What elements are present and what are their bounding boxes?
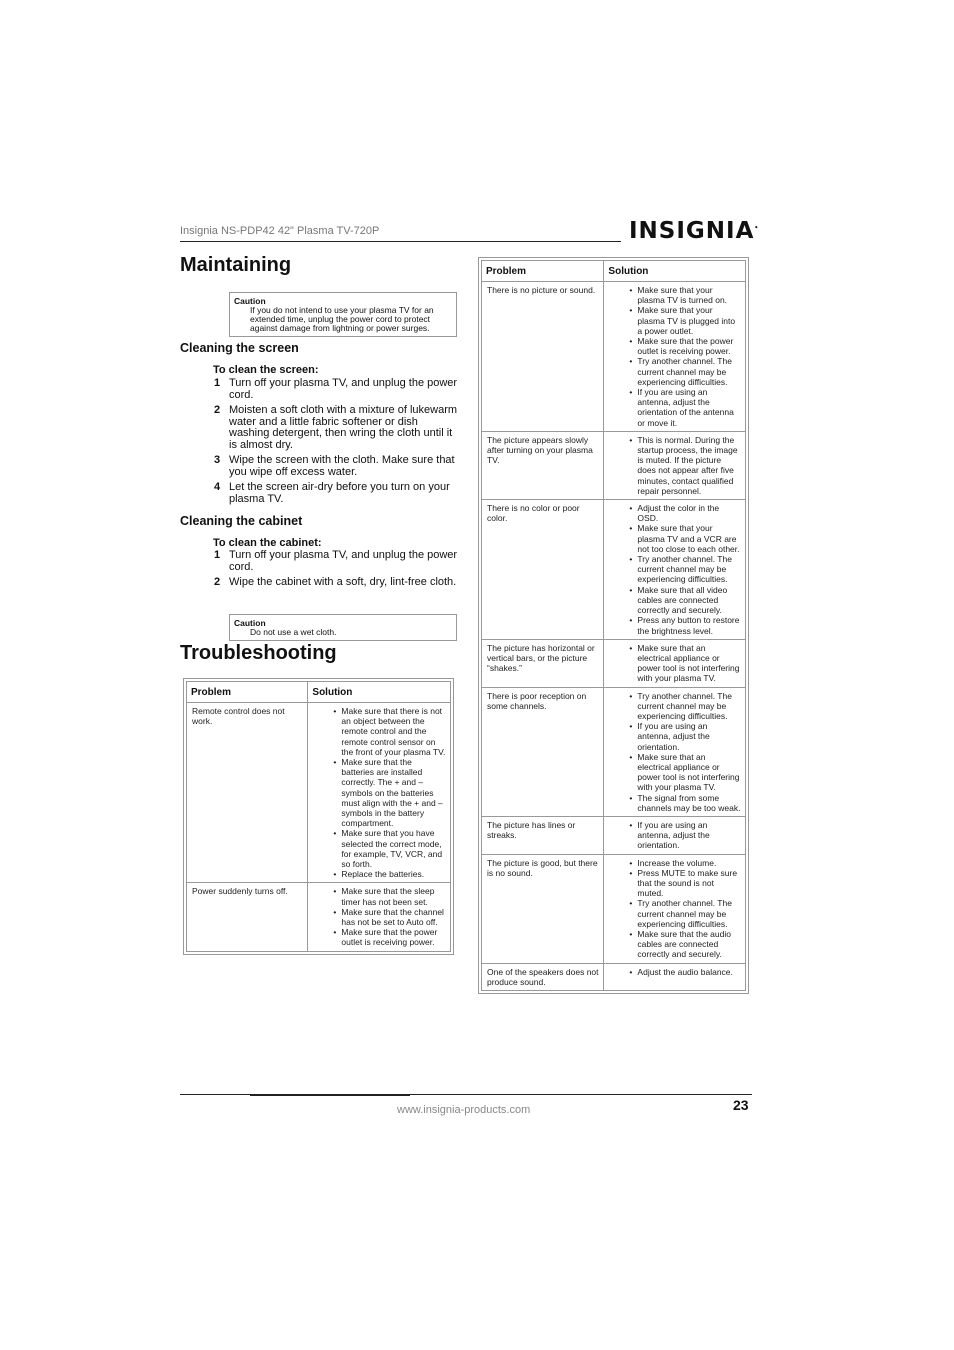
solution-item: • Make sure that an electrical appliance or power tool is not interfering with your plasma TV.: [609, 643, 741, 684]
cleaning-cabinet-heading: Cleaning the cabinet: [180, 514, 303, 528]
clean-cabinet-subheading: To clean the cabinet:: [213, 537, 322, 549]
screen-steps-list: [214, 378, 460, 509]
solution-item: • Make sure that all video cables are connected correctly and securely.: [609, 585, 741, 616]
solution-cell: [604, 500, 746, 640]
table-row: [482, 687, 746, 816]
problem-cell: The picture is good, but there is no sound.: [482, 854, 604, 963]
solution-item: • This is normal. During the startup process, the image is muted. If the picture does not appear after five minutes, contact qualified repair personnel.: [609, 435, 741, 496]
solution-item: • Make sure that the power outlet is receiving power.: [313, 927, 446, 947]
solution-cell: [604, 687, 746, 816]
step-item: [214, 378, 460, 401]
step-number: 2: [214, 576, 221, 588]
cleaning-screen-heading: Cleaning the screen: [180, 341, 299, 355]
solution-item: • Make sure that the channel has not be set to Auto off.: [313, 907, 446, 927]
footer-rule-accent: [250, 1094, 410, 1096]
solution-item: • Make sure that the audio cables are connected correctly and securely.: [609, 929, 741, 960]
solution-item: • Make sure that there is not an object between the remote control and the remote control sensor on the front of your plasma TV.: [313, 706, 446, 757]
step-text: Moisten a soft cloth with a mixture of lukewarm water and a little fabric softener or dish washing detergent, then wring the cloth until it is almost dry.: [229, 404, 458, 451]
caution-text: If you do not intend to use your plasma TV for an extended time, unplug the power cord to protect against damage from lightning or power surges.: [250, 305, 434, 333]
problem-cell: There is poor reception on some channels.: [482, 687, 604, 816]
table-row: [482, 500, 746, 640]
table-row: [482, 639, 746, 687]
caution-box-wet-cloth: [229, 614, 457, 641]
solution-cell: [604, 431, 746, 499]
caution-label: Caution: [234, 618, 266, 628]
clean-screen-subheading: To clean the screen:: [213, 364, 319, 376]
solution-list: [609, 435, 741, 496]
solution-cell: [604, 963, 746, 990]
solution-cell: [604, 639, 746, 687]
troubleshooting-table-left: [186, 681, 451, 952]
caution-text: Do not use a wet cloth.: [250, 627, 337, 637]
solution-item: • Adjust the audio balance.: [609, 967, 741, 977]
problem-cell: Remote control does not work.: [187, 703, 308, 883]
step-number: 3: [214, 454, 221, 466]
solution-cell: [604, 282, 746, 432]
running-header: Insignia NS-PDP42 42" Plasma TV-720P: [180, 225, 380, 237]
solution-list: [609, 285, 741, 428]
footer-url: www.insignia-products.com: [397, 1104, 531, 1116]
solution-item: • Make sure that your plasma TV is turned on.: [609, 285, 741, 305]
solution-header: Solution: [308, 682, 451, 703]
table-row: [482, 963, 746, 990]
solution-list: [609, 691, 741, 813]
caution-label: Caution: [234, 296, 266, 306]
step-text: Turn off your plasma TV, and unplug the power cord.: [229, 377, 458, 401]
troubleshooting-title: Troubleshooting: [180, 642, 337, 664]
caution-box-power: [229, 292, 457, 337]
problem-header: Problem: [482, 261, 604, 282]
solution-item: • The signal from some channels may be too weak.: [609, 793, 741, 813]
step-item: [214, 455, 460, 478]
problem-cell: The picture has horizontal or vertical bars, or the picture “shakes.”: [482, 639, 604, 687]
cabinet-steps-list: [214, 550, 460, 593]
table-row: [482, 431, 746, 499]
solution-item: • If you are using an antenna, adjust the orientation.: [609, 820, 741, 851]
solution-item: • Press MUTE to make sure that the sound is not muted.: [609, 868, 741, 899]
step-item: [214, 482, 460, 505]
solution-header: Solution: [604, 261, 746, 282]
solution-item: • Try another channel. The current channel may be experiencing difficulties.: [609, 691, 741, 722]
troubleshooting-table-right: [481, 260, 746, 991]
step-text: Wipe the screen with the cloth. Make sure that you wipe off excess water.: [229, 454, 455, 478]
solution-cell: [604, 816, 746, 854]
solution-item: • Press any button to restore the brightness level.: [609, 615, 741, 635]
problem-cell: There is no color or poor color.: [482, 500, 604, 640]
solution-cell: [604, 854, 746, 963]
solution-list: [609, 820, 741, 851]
problem-cell: One of the speakers does not produce sound.: [482, 963, 604, 990]
solution-list: [609, 967, 741, 977]
table-row: [482, 854, 746, 963]
solution-item: • Make sure that your plasma TV is plugged into a power outlet.: [609, 305, 741, 336]
insignia-logo: INSIGNIA•: [629, 218, 760, 244]
problem-cell: There is no picture or sound.: [482, 282, 604, 432]
solution-item: • Increase the volume.: [609, 858, 741, 868]
solution-cell: [308, 883, 451, 951]
table-row: [482, 816, 746, 854]
table-row: [187, 703, 451, 883]
step-number: 2: [214, 404, 221, 416]
step-item: [214, 405, 460, 451]
table-row: [482, 282, 746, 432]
solution-item: • Make sure that you have selected the correct mode, for example, TV, VCR, and so forth.: [313, 828, 446, 869]
solution-item: • Make sure that the power outlet is receiving power.: [609, 336, 741, 356]
table-row: [187, 883, 451, 951]
solution-item: • Adjust the color in the OSD.: [609, 503, 741, 523]
step-text: Turn off your plasma TV, and unplug the power cord.: [229, 549, 458, 573]
step-number: 4: [214, 481, 221, 493]
solution-item: • Replace the batteries.: [313, 869, 446, 879]
solution-list: [313, 886, 446, 947]
problem-cell: The picture appears slowly after turning on your plasma TV.: [482, 431, 604, 499]
solution-item: • Make sure that the batteries are installed correctly. The + and – symbols on the batteries must align with the + and – symbols in the battery compartment.: [313, 757, 446, 828]
step-text: Let the screen air-dry before you turn on your plasma TV.: [229, 481, 450, 505]
step-item: [214, 550, 460, 573]
solution-list: [609, 858, 741, 960]
problem-cell: The picture has lines or streaks.: [482, 816, 604, 854]
solution-cell: [308, 703, 451, 883]
header-rule: [180, 241, 621, 242]
problem-cell: Power suddenly turns off.: [187, 883, 308, 951]
solution-list: [609, 643, 741, 684]
solution-item: • Try another channel. The current channel may be experiencing difficulties.: [609, 356, 741, 387]
solution-item: • Make sure that an electrical appliance or power tool is not interfering with your plasma TV.: [609, 752, 741, 793]
solution-list: [609, 503, 741, 636]
solution-item: • Make sure that the sleep timer has not been set.: [313, 886, 446, 906]
solution-item: • Try another channel. The current channel may be experiencing difficulties.: [609, 898, 741, 929]
step-text: Wipe the cabinet with a soft, dry, lint-free cloth.: [229, 576, 457, 588]
solution-item: • Make sure that your plasma TV and a VCR are not too close to each other.: [609, 523, 741, 554]
page-number: 23: [733, 1097, 749, 1113]
step-number: 1: [214, 549, 221, 561]
solution-item: • Try another channel. The current channel may be experiencing difficulties.: [609, 554, 741, 585]
solution-item: • If you are using an antenna, adjust the orientation of the antenna or move it.: [609, 387, 741, 428]
solution-item: • If you are using an antenna, adjust the orientation.: [609, 721, 741, 752]
step-number: 1: [214, 377, 221, 389]
maintaining-title: Maintaining: [180, 254, 292, 276]
solution-list: [313, 706, 446, 879]
problem-header: Problem: [187, 682, 308, 703]
step-item: [214, 577, 460, 589]
